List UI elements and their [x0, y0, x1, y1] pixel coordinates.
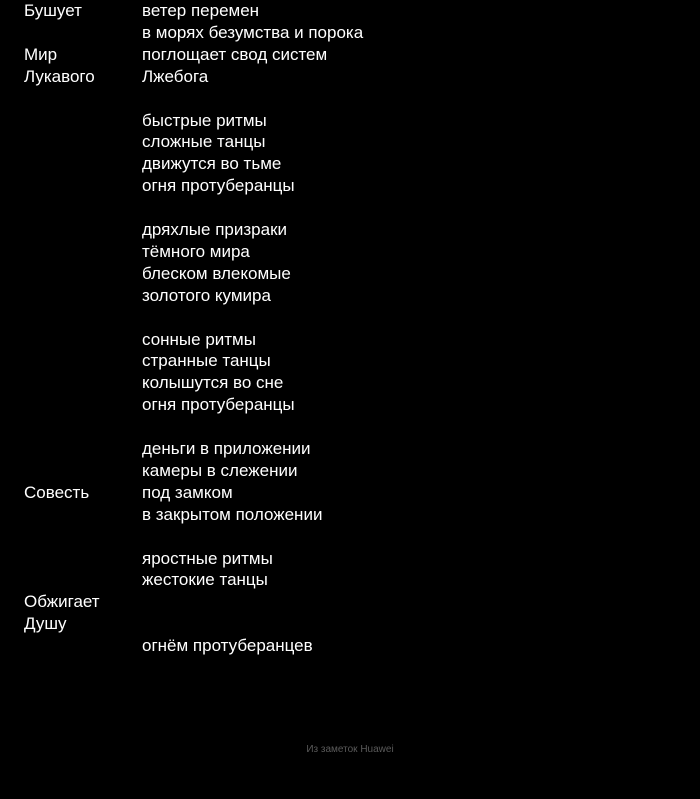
poem-line	[0, 88, 700, 110]
poem-line-text: жестокие танцы	[142, 570, 268, 590]
poem-line	[0, 110, 700, 132]
poem-line	[0, 416, 700, 438]
poem-line	[0, 372, 700, 394]
poem-line	[0, 504, 700, 526]
poem-line-text: деньги в приложении	[142, 439, 311, 458]
poem-line-text: яростные ритмы	[142, 548, 273, 568]
poem-line	[0, 219, 700, 241]
poem-line	[0, 66, 700, 88]
poem-line-text: сложные танцы	[142, 132, 266, 152]
poem-line	[0, 591, 700, 613]
poem-line-left-word: Мир	[24, 44, 58, 64]
poem-line-text: Лжебога	[142, 66, 209, 86]
poem-line-text: в морях безумства и порока	[142, 22, 364, 42]
poem-line	[0, 438, 700, 460]
poem-line	[0, 241, 700, 263]
poem-line	[0, 569, 700, 591]
poem-line	[0, 153, 700, 175]
poem-line-left-word: Бушует	[24, 1, 82, 20]
poem-line	[0, 460, 700, 482]
poem-line	[0, 635, 700, 657]
poem-line	[0, 197, 700, 219]
poem-line-text: дряхлые призраки	[142, 220, 287, 239]
poem-line-text: под замком	[142, 482, 233, 502]
poem-line	[0, 285, 700, 307]
poem-line-left-word: Душу	[24, 614, 67, 634]
poem-line-text: золотого кумира	[142, 285, 271, 305]
poem-line-text: в закрытом положении	[142, 504, 323, 524]
poem-line-text: тёмного мира	[142, 241, 250, 261]
poem-line-text: поглощает свод систем	[142, 44, 328, 64]
poem-line-left-word: Обжигает	[24, 592, 100, 612]
poem-line-text: сонные ритмы	[142, 329, 256, 349]
poem-line	[0, 263, 700, 285]
poem-line	[0, 307, 700, 329]
poem-line-left-word: Совесть	[24, 482, 90, 502]
poem-line	[0, 131, 700, 153]
poem-line-text: огня протуберанцы	[142, 176, 295, 196]
poem-line	[0, 329, 700, 351]
poem-line-left-word: Лукавого	[24, 66, 95, 86]
poem-line-text: блеском влекомые	[142, 263, 291, 283]
poem-line-text: огнём протуберанцев	[142, 636, 313, 656]
poem-line-text: ветер перемен	[142, 1, 260, 20]
poem-line-text: быстрые ритмы	[142, 110, 267, 130]
poem-line	[0, 350, 700, 372]
poem-line	[0, 22, 700, 44]
footer-watermark: Из заметок Huawei	[306, 744, 394, 755]
poem-line	[0, 526, 700, 548]
poem-line	[0, 548, 700, 570]
poem-line-text: колышутся во сне	[142, 373, 284, 393]
poem-line	[0, 44, 700, 66]
poem-line	[0, 613, 700, 635]
poem-line	[0, 482, 700, 504]
poem-line-text: странные танцы	[142, 351, 271, 371]
poem-line	[0, 394, 700, 416]
poem-line	[0, 175, 700, 197]
poem-line-text: движутся во тьме	[142, 154, 282, 174]
poem-line	[0, 0, 700, 22]
poem-line-text: камеры в слежении	[142, 460, 298, 480]
poem-line-text: огня протуберанцы	[142, 395, 295, 415]
